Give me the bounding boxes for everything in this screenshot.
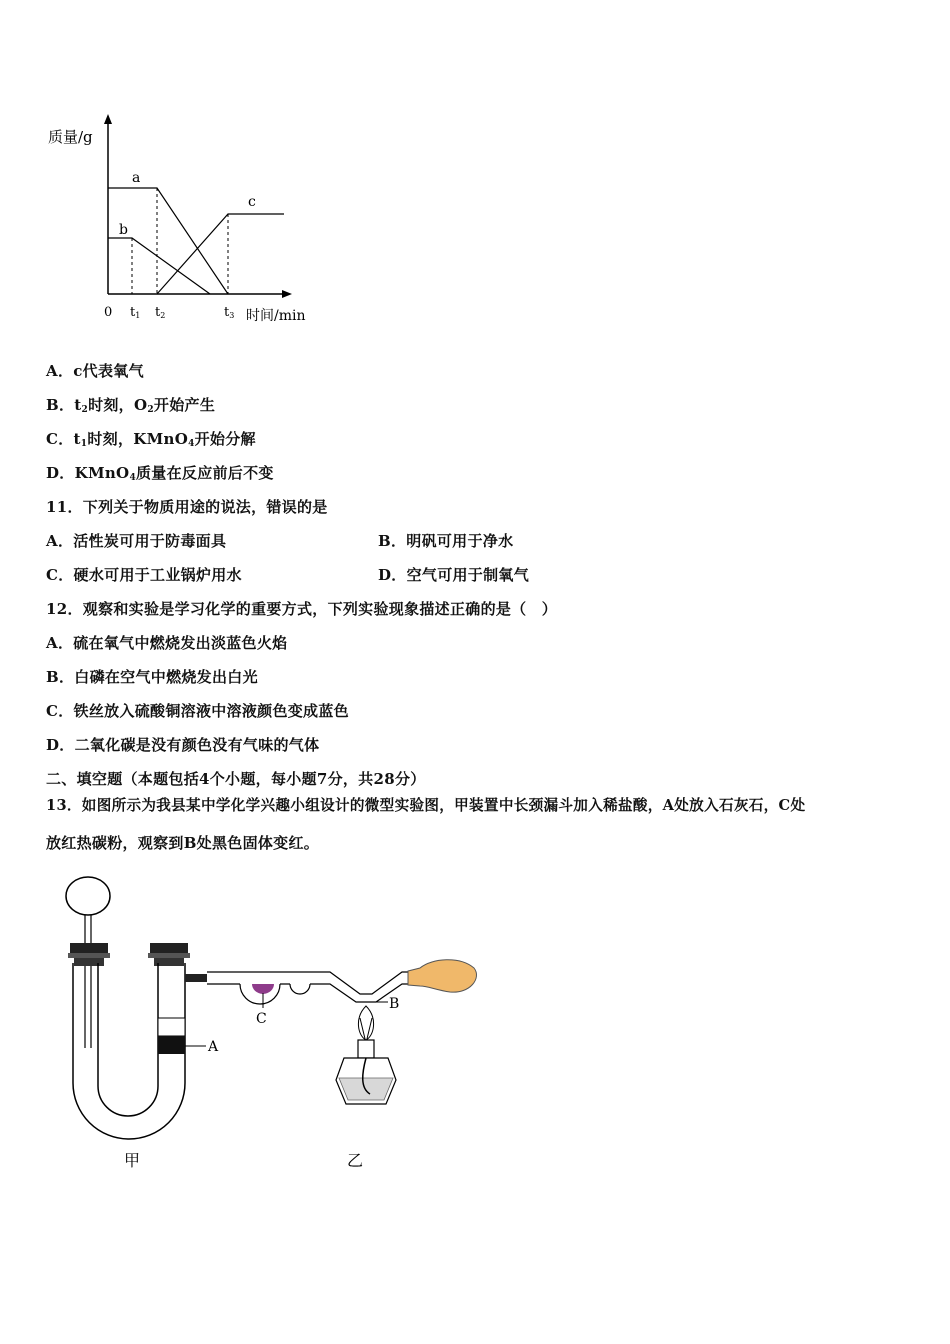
y-axis-label: 质量/g <box>48 128 93 146</box>
y-axis-arrow <box>104 114 112 124</box>
series-a-label: a <box>132 170 141 186</box>
q10-option-c <box>46 428 256 449</box>
right-stopper <box>150 943 188 953</box>
label-yi: 乙 <box>347 1151 364 1170</box>
option-text-pre: KMnO <box>74 464 130 482</box>
subscript: 4 <box>188 439 195 449</box>
q12-stem: 12．观察和实验是学习化学的重要方式，下列实验现象描述正确的是（ ） <box>46 600 558 618</box>
option-letter: D． <box>46 464 75 482</box>
x-tick-t2: t2 <box>155 305 166 320</box>
q10-option-d <box>46 462 274 483</box>
carbon-powder-c <box>252 984 274 994</box>
series-c-label: c <box>248 194 256 210</box>
option-letter: C． <box>46 430 74 448</box>
label-jia: 甲 <box>124 1151 141 1170</box>
q10-option-b <box>46 394 215 415</box>
q11-option-b: B．明矾可用于净水 <box>378 532 514 550</box>
rubber-bulb <box>408 960 477 992</box>
series-b-label: b <box>119 222 128 238</box>
option-text-mid: 时刻，KMnO <box>87 430 189 448</box>
label-b: B <box>389 996 400 1012</box>
option-text-pre: t <box>73 430 81 448</box>
series-a-line <box>108 188 228 294</box>
subscript: 4 <box>129 473 136 483</box>
q11-option-d: D．空气可用于制氧气 <box>378 566 530 584</box>
x-tick-t3: t3 <box>224 305 235 320</box>
q11-stem: 11．下列关于物质用途的说法，错误的是 <box>46 498 328 516</box>
option-letter: A． <box>46 362 74 380</box>
q12-option-a: A．硫在氧气中燃烧发出淡蓝色火焰 <box>46 634 288 652</box>
q12-option-c: C．铁丝放入硫酸铜溶液中溶液颜色变成蓝色 <box>46 702 349 720</box>
q11-option-a: A．活性炭可用于防毒面具 <box>46 532 227 550</box>
subscript: 2 <box>81 405 89 415</box>
series-b-line <box>108 238 210 294</box>
subscript: 2 <box>147 405 154 415</box>
limestone-block <box>158 1036 185 1054</box>
q11-option-c: C．硬水可用于工业锅炉用水 <box>46 566 242 584</box>
left-stopper <box>70 943 108 953</box>
q10-option-a <box>46 360 144 381</box>
option-letter: B． <box>46 396 75 414</box>
x-axis-arrow <box>282 290 292 298</box>
section-2-heading: 二、填空题（本题包括4个小题，每小题7分，共28分） <box>46 770 426 788</box>
option-text-post: 质量在反应前后不变 <box>136 464 274 482</box>
lamp-neck <box>358 1040 374 1058</box>
x-tick-t1: t1 <box>130 305 141 320</box>
option-text-post: 开始产生 <box>153 396 216 414</box>
q13-line-1: 13．如图所示为我县某中学化学兴趣小组设计的微型实验图，甲装置中长颈漏斗加入稀盐酸，A处放入石灰石，C处 <box>46 797 806 814</box>
q12-option-b: B．白磷在空气中燃烧发出白光 <box>46 668 258 686</box>
apparatus-figure <box>40 868 500 1178</box>
option-text-pre: t <box>74 396 82 414</box>
label-c: C <box>256 1011 267 1027</box>
q12-option-d: D．二氧化碳是没有颜色没有气味的气体 <box>46 736 320 754</box>
x-tick-0: 0 <box>104 305 113 320</box>
subscript: 1 <box>80 439 88 449</box>
funnel-bulb <box>66 877 110 915</box>
option-text-post: 开始分解 <box>194 430 256 448</box>
q13-line-2: 放红热碳粉，观察到B处黑色固体变红。 <box>46 834 320 852</box>
mass-time-chart <box>40 110 330 340</box>
option-text-mid: 时刻，O <box>88 396 148 414</box>
label-a: A <box>208 1039 219 1055</box>
option-text: c代表氧气 <box>73 362 144 380</box>
x-axis-label: 时间/min <box>246 308 306 324</box>
